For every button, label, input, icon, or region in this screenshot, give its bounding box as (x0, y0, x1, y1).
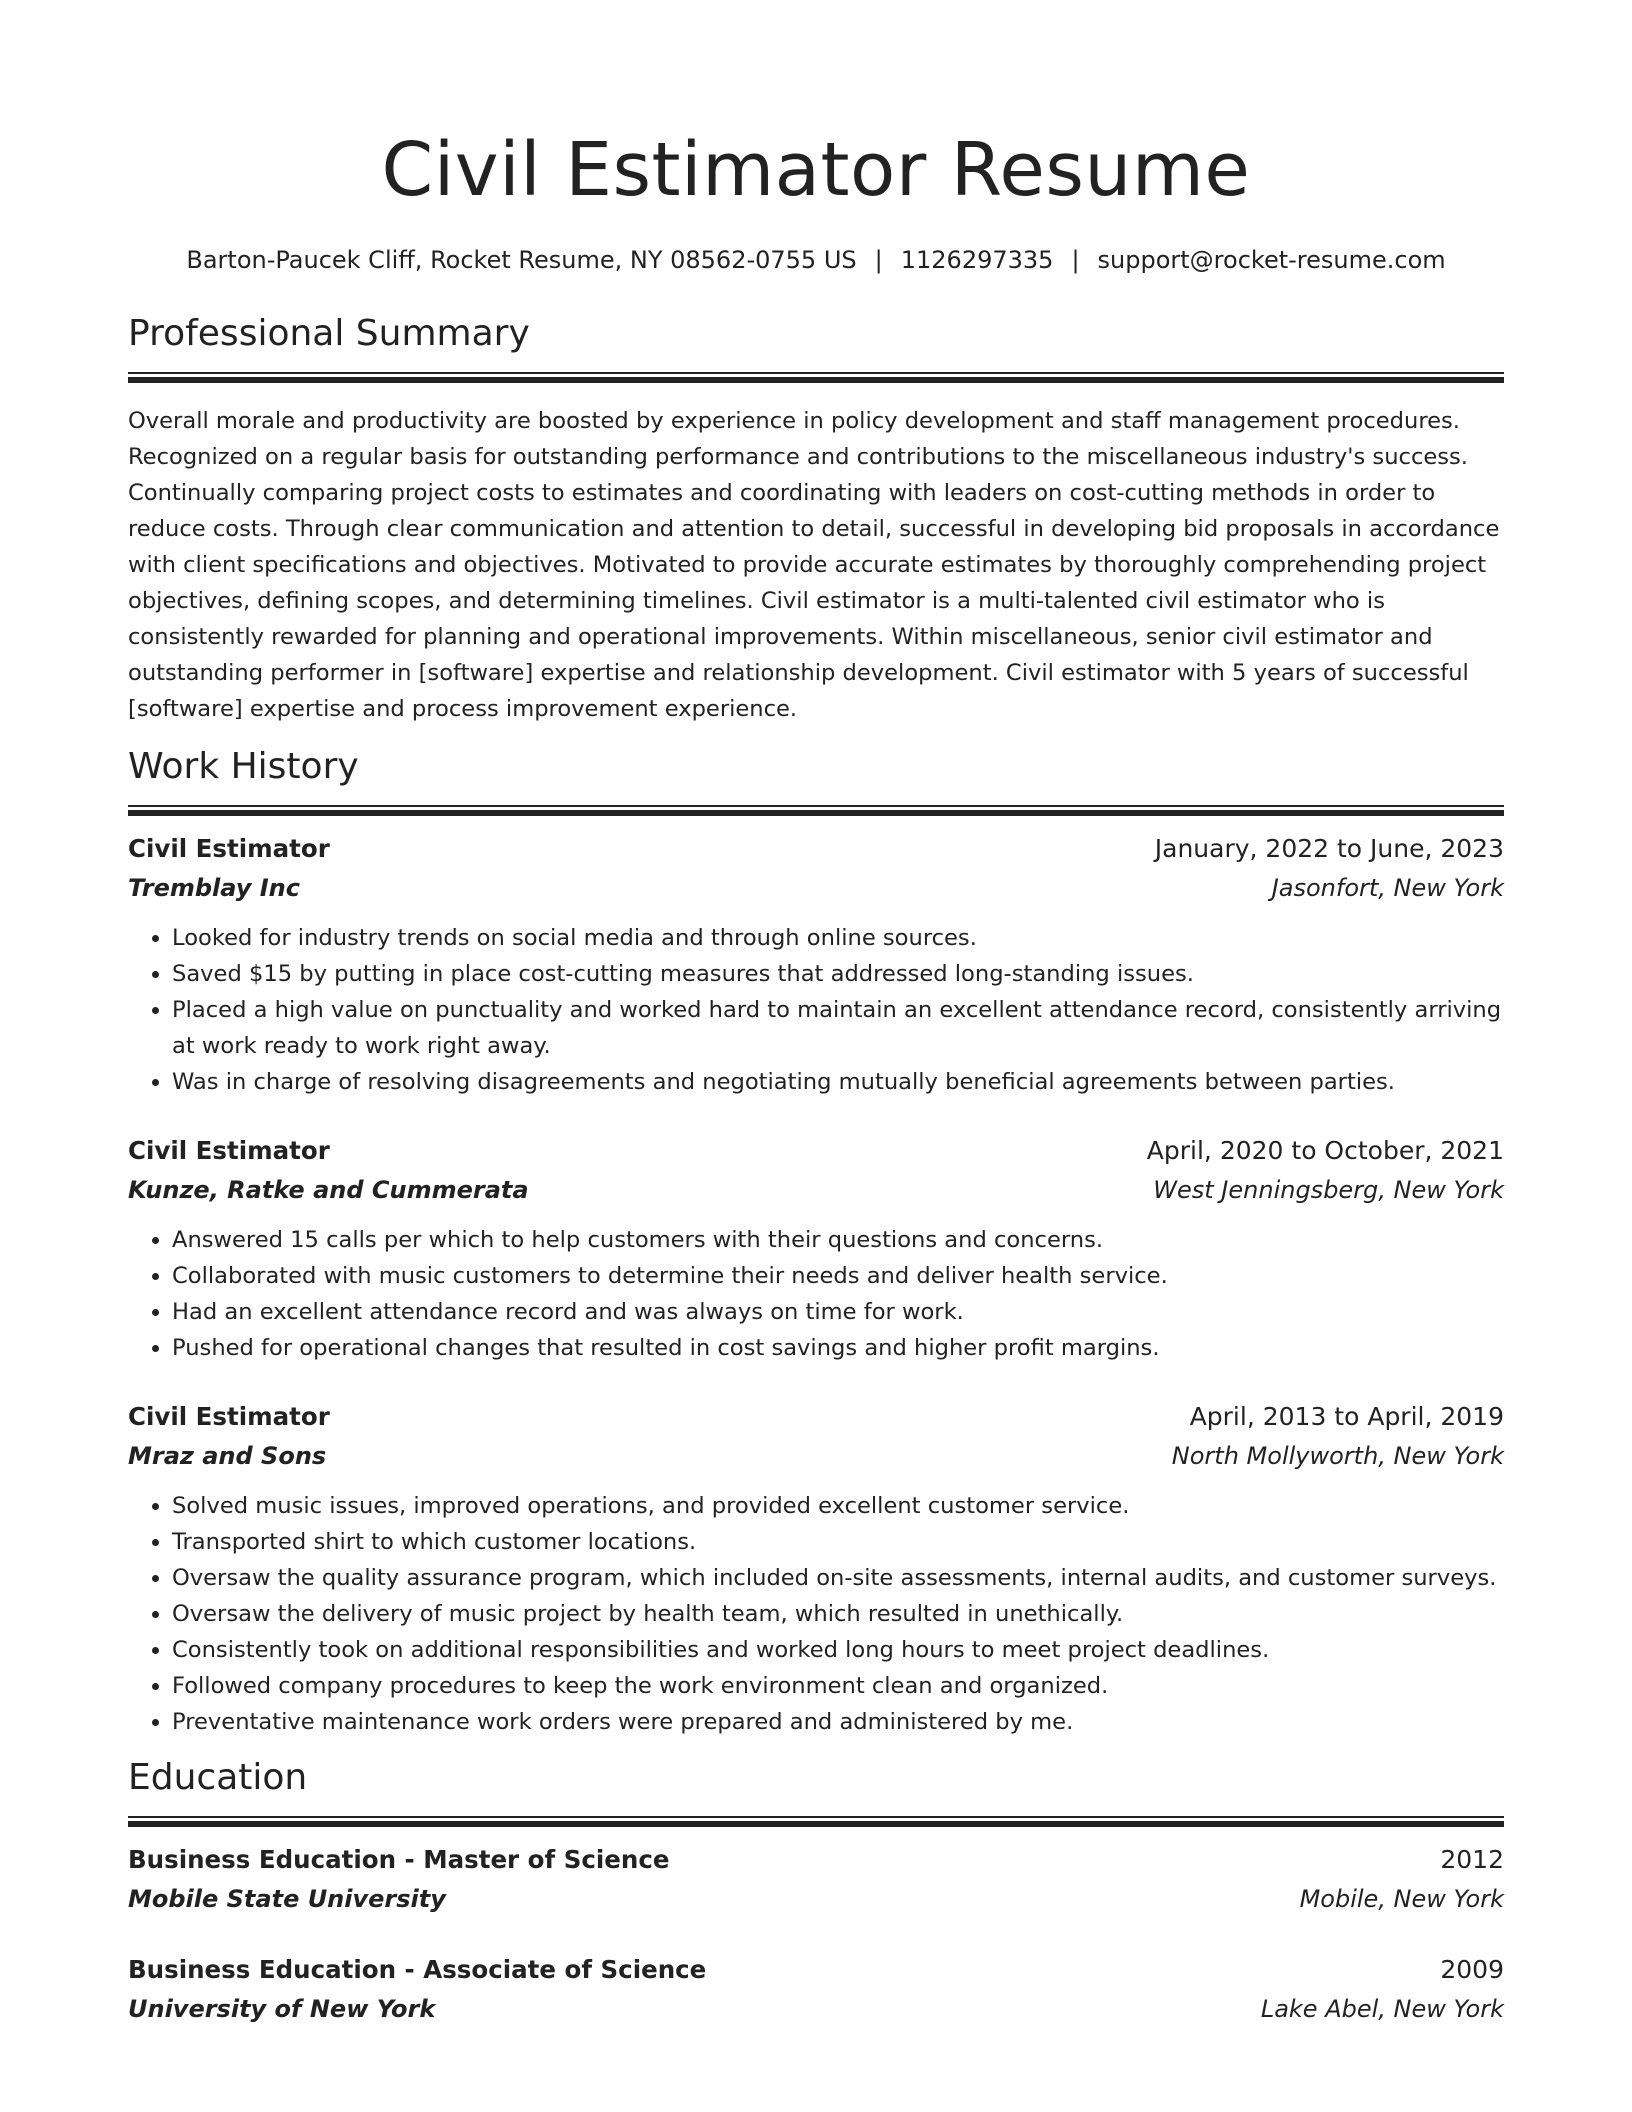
section-divider (128, 805, 1504, 816)
job-bullet-list (128, 1222, 1504, 1366)
education-year: 2012 (1440, 1845, 1504, 1874)
work-history-section (128, 743, 1504, 1740)
list-item: • Transported shirt to which customer locations. (172, 1524, 1504, 1560)
education-entry (128, 1841, 1504, 1919)
education-year: 2009 (1440, 1955, 1504, 1984)
education-entry (128, 1951, 1504, 2029)
list-item: • Consistently took on additional responsibilities and worked long hours to meet project deadlines. (172, 1632, 1504, 1668)
contact-separator: | (1071, 246, 1080, 274)
list-item: • Was in charge of resolving disagreements and negotiating mutually beneficial agreements between parties. (172, 1064, 1504, 1100)
list-item: • Placed a high value on punctuality and worked hard to maintain an excellent attendance record, consistently arriving at work ready to work right away. (172, 992, 1504, 1064)
education-degree: Business Education - Master of Science (128, 1845, 670, 1874)
list-item: • Preventative maintenance work orders were prepared and administered by me. (172, 1704, 1504, 1740)
list-item: • Pushed for operational changes that resulted in cost savings and higher profit margins. (172, 1330, 1504, 1366)
summary-text: Overall morale and productivity are boosted by experience in policy development and staff management procedures. Recognized on a regular basis for outstanding performance and contributions to the miscellaneous industry's success. Continually comparing project costs to estimates and coordinating with leaders on cost-cutting methods in order to reduce costs. Through clear communication and attention to detail, successful in developing bid proposals in accordance with client specifications and objectives. Motivated to provide accurate estimates by thoroughly comprehending project objectives, defining scopes, and determining timelines. Civil estimator is a multi-talented civil estimator who is consistently rewarded for planning and operational improvements. Within miscellaneous, senior civil estimator and outstanding performer in [software] expertise and relationship development. Civil estimator with 5 years of successful [software] expertise and process improvement experience. (128, 408, 1500, 722)
job-location: North Mollyworth, New York (1171, 1442, 1504, 1470)
job-role: Civil Estimator (128, 1136, 330, 1165)
job-role: Civil Estimator (128, 834, 330, 863)
education-school: University of New York (128, 1995, 436, 2023)
section-divider (128, 1816, 1504, 1827)
list-item: • Collaborated with music customers to determine their needs and deliver health service. (172, 1258, 1504, 1294)
job-role: Civil Estimator (128, 1402, 330, 1431)
page-title: Civil Estimator Resume (381, 127, 1251, 213)
list-item: • Answered 15 calls per which to help customers with their questions and concerns. (172, 1222, 1504, 1258)
contact-phone: 1126297335 (900, 246, 1054, 274)
education-heading: Education (128, 1757, 308, 1798)
list-item: • Had an excellent attendance record and was always on time for work. (172, 1294, 1504, 1330)
job-company: Mraz and Sons (128, 1442, 327, 1470)
job-entry (128, 830, 1504, 1100)
summary-section (128, 310, 1504, 727)
job-dates: April, 2013 to April, 2019 (1189, 1402, 1504, 1431)
work-history-heading: Work History (128, 746, 359, 787)
contact-address: Barton-Paucek Cliff, Rocket Resume, NY 08562-0755 US (186, 246, 857, 274)
job-entry (128, 1132, 1504, 1366)
job-company: Tremblay Inc (128, 874, 300, 902)
job-bullet-list (128, 1488, 1504, 1740)
list-item: • Followed company procedures to keep the work environment clean and organized. (172, 1668, 1504, 1704)
job-location: West Jenningsberg, New York (1153, 1176, 1504, 1204)
list-item: • Saved $15 by putting in place cost-cutting measures that addressed long-standing issues. (172, 956, 1504, 992)
job-dates: April, 2020 to October, 2021 (1146, 1136, 1504, 1165)
list-item: • Oversaw the delivery of music project by health team, which resulted in unethically. (172, 1596, 1504, 1632)
job-bullet-list (128, 920, 1504, 1100)
education-location: Lake Abel, New York (1260, 1995, 1504, 2023)
job-entry (128, 1398, 1504, 1740)
list-item: • Solved music issues, improved operations, and provided excellent customer service. (172, 1488, 1504, 1524)
list-item: • Looked for industry trends on social media and through online sources. (172, 920, 1504, 956)
section-divider (128, 372, 1504, 383)
job-location: Jasonfort, New York (1271, 874, 1504, 902)
education-section (128, 1754, 1504, 2029)
contact-line (128, 244, 1504, 276)
job-dates: January, 2022 to June, 2023 (1154, 834, 1504, 863)
summary-heading: Professional Summary (128, 313, 530, 354)
job-company: Kunze, Ratke and Cummerata (128, 1176, 529, 1204)
contact-email: support@rocket-resume.com (1097, 246, 1446, 274)
education-school: Mobile State University (128, 1885, 446, 1913)
list-item: • Oversaw the quality assurance program, which included on-site assessments, internal audits, and customer surveys. (172, 1560, 1504, 1596)
education-location: Mobile, New York (1299, 1885, 1504, 1913)
education-degree: Business Education - Associate of Science (128, 1955, 707, 1984)
contact-separator: | (874, 246, 883, 274)
